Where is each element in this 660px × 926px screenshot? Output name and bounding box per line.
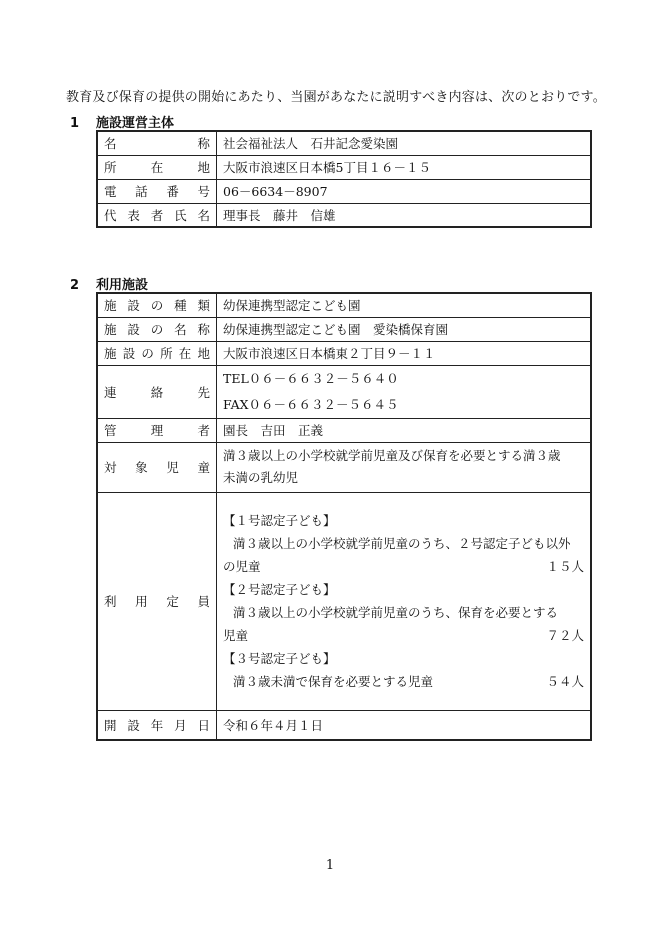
operator-name-value: 社会福祉法人 石井記念愛染園 <box>217 131 592 155</box>
table-row <box>97 317 591 341</box>
cat1-desc-2: の児童 <box>223 559 261 574</box>
cat3-title: 【３号認定子ども】 <box>223 651 336 666</box>
cat2-title: 【２号認定子ども】 <box>223 582 336 597</box>
contact-label: 連絡先 <box>97 365 217 418</box>
facility-address-label: 施設の所在地 <box>97 341 217 365</box>
facility-type-label: 施設の種類 <box>97 293 217 317</box>
operator-phone-value: 06－6634－8907 <box>217 179 592 203</box>
operator-representative-label: 代表者氏名 <box>97 203 217 227</box>
table-row <box>97 155 591 179</box>
operator-name-label: 名 称 <box>97 131 217 155</box>
operator-representative-value: 理事長 藤井 信雄 <box>217 203 592 227</box>
section-1-number: 1 <box>70 116 80 131</box>
cat1-desc-1: 満３歳以上の小学校就学前児童のうち、２号認定子ども以外 <box>233 536 571 551</box>
section-2-title: 利用施設 <box>96 278 149 293</box>
table-row <box>97 341 591 365</box>
contact-cell <box>217 365 592 418</box>
operator-address-label: 所在地 <box>97 155 217 179</box>
cat1-title: 【１号認定子ども】 <box>223 513 336 528</box>
table-row <box>97 418 591 442</box>
cat2-desc-2: 児童 <box>223 628 249 643</box>
section-1-heading <box>70 112 174 131</box>
table-row <box>97 492 591 710</box>
facility-name-label: 施設の名称 <box>97 317 217 341</box>
page-number: 1 <box>325 858 335 873</box>
table-row <box>97 365 591 418</box>
cat1-line-2 <box>223 555 584 578</box>
manager-value: 園長 吉田 正義 <box>217 418 592 442</box>
target-cell <box>217 442 592 492</box>
contact-tel: TEL０６－６６３２－５６４０ <box>223 370 399 386</box>
cat2-desc-1: 満３歳以上の小学校就学前児童のうち、保育を必要とする <box>233 605 559 620</box>
target-label: 対象児童 <box>97 442 217 492</box>
operator-phone-label: 電話番号 <box>97 179 217 203</box>
opening-date-label: 開設年月日 <box>97 710 217 740</box>
manager-label: 管理者 <box>97 418 217 442</box>
table-row <box>97 131 591 155</box>
facility-table <box>96 292 592 741</box>
facility-name-value: 幼保連携型認定こども園 愛染橋保育園 <box>217 317 592 341</box>
table-row <box>97 203 591 227</box>
cat3-desc-1: 満３歳未満で保育を必要とする児童 <box>233 674 434 689</box>
cat2-line-2 <box>223 624 584 647</box>
contact-fax: FAX０６－６６３２－５６４５ <box>223 396 399 412</box>
section-2-number: 2 <box>70 278 80 293</box>
cat2-count: ７２人 <box>546 628 584 643</box>
opening-date-value: 令和６年４月１日 <box>217 710 592 740</box>
target-line-2: 未満の乳幼児 <box>223 470 299 485</box>
table-row <box>97 442 591 492</box>
table-row <box>97 293 591 317</box>
target-line-1: 満３歳以上の小学校就学前児童及び保育を必要とする満３歳 <box>223 448 561 463</box>
facility-address-value: 大阪市浪速区日本橋東２丁目９－１１ <box>217 341 592 365</box>
cat3-count: ５４人 <box>546 674 584 689</box>
section-1-title: 施設運営主体 <box>96 116 175 131</box>
cat3-line-1 <box>223 670 584 693</box>
table-row <box>97 179 591 203</box>
cat1-count: １５人 <box>546 559 584 574</box>
section-2-heading <box>70 274 148 293</box>
facility-type-value: 幼保連携型認定こども園 <box>217 293 592 317</box>
table-row <box>97 710 591 740</box>
operator-table <box>96 130 592 228</box>
intro-text: 教育及び保育の提供の開始にあたり、当園があなたに説明すべき内容は、次のとおりです。 <box>66 90 606 105</box>
capacity-cell <box>217 492 592 710</box>
operator-address-value: 大阪市浪速区日本橋5丁目１６－１５ <box>217 155 592 179</box>
capacity-label: 利用定員 <box>97 492 217 710</box>
